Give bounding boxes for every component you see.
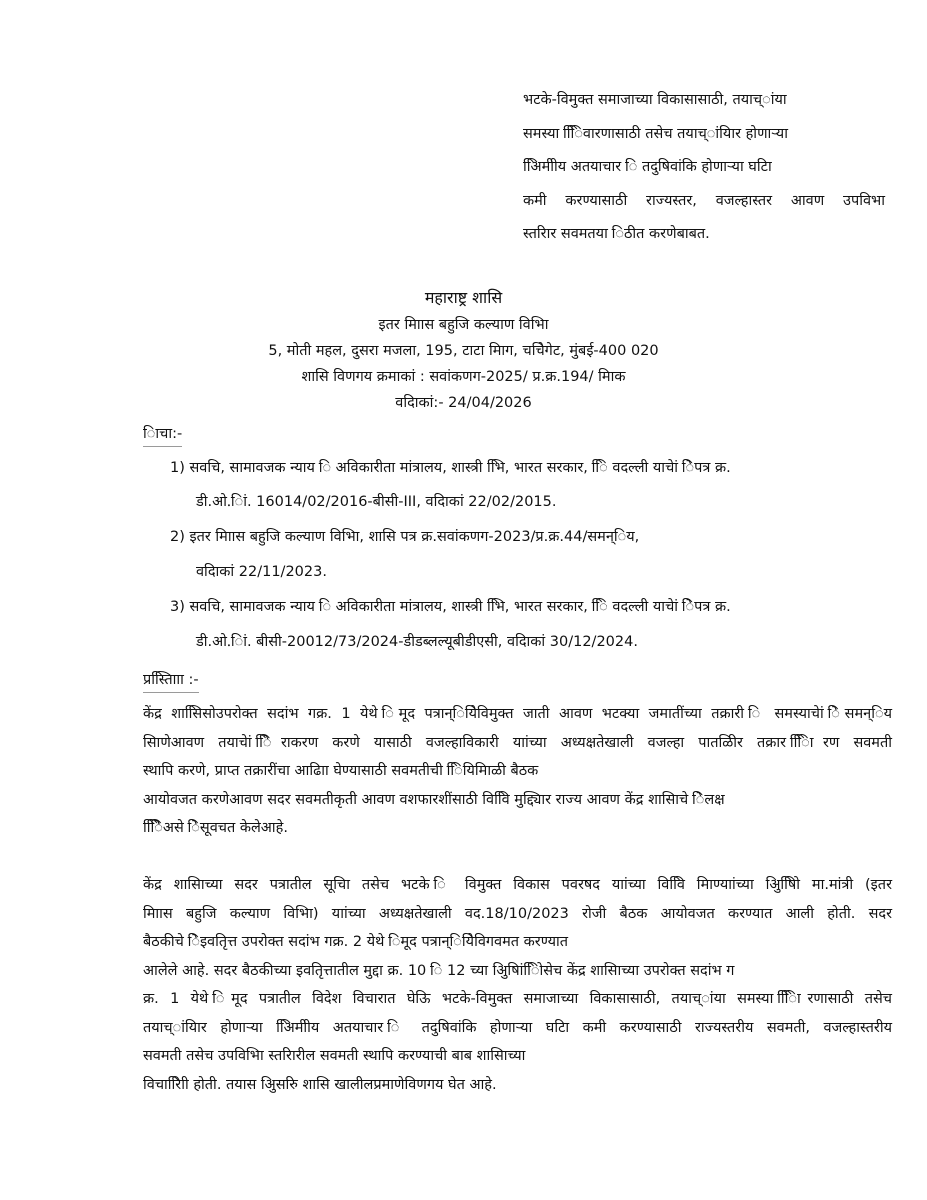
paragraph-line: आयोवजत करणेआवण सदर सवमतीकृती आवण वशफारशींसाठी विविि मुद्द्यािर राज्य आवण केंद्र शासिाचे िेलक्ष — [143, 791, 725, 808]
paragraph-line: मिाास बहुजि कल्याण विभाि) याांच्या अध्यक्षतेखाली वद.18/10/2023 रोजी बैठक आयोवजत करण्यात आली होती. सदर — [143, 905, 892, 922]
department-name: इतर मिाास बहुजि कल्याण विभाि — [378, 317, 549, 333]
paragraph-line: केंद्र शासििसोउपरोक्त सदांभ गक्र. 1 येथे िमूद पत्रान्ियेिविमुक्त जाती आवण भटक्या जमातींच्या तक्रारी ि समस्याचेां िेसमन्िय — [143, 706, 892, 722]
state-government-title: महाराष्ट्र शासि — [424, 288, 503, 307]
reference-item-2-line1: 2) इतर मिाास बहुजि कल्याण विभाि, शासि पत्र क्र.सवांकणग-2023/प्र.क्र.44/समन्िय, — [170, 529, 640, 545]
subject-line: कमी करण्यासाठी राज्यस्तर, वजल्हास्तर आवण उपविभा — [523, 192, 885, 209]
subject-line: भटके-विमुक्त समाजाच्या विकासासाठी, तयाच्ांया — [523, 92, 787, 108]
subject-line: समस्या िििवारणासाठी तसेच तयाच्ांयािर होणाऱ्या — [523, 125, 788, 142]
department-address: 5, मोती महल, दुसरा मजला, 195, टाटा मािग, चचेिगेट, मुंबई-400 020 — [268, 343, 659, 359]
references-heading: िाचा:- — [143, 424, 182, 447]
reference-item-3-line2: डी.ओ.िां. बीसी-20012/73/2024-डीडब्लल्यूबीडीएसी, वदिाकां 30/12/2024. — [196, 634, 638, 650]
subject-line: अििमीीय अतयाचार ि तदुषिवांकि होणाऱ्या घटिा — [523, 159, 772, 175]
reference-item-1-line2: डी.ओ.िां. 16014/02/2016-बीसी-III, वदिाकां 22/02/2015. — [196, 494, 557, 510]
paragraph-line: सवमती तसेच उपविभाि स्तरािरील सवमती स्थापि करण्याची बाब शासिाच्या — [143, 1048, 526, 1064]
preamble-paragraph-1 — [143, 703, 892, 846]
paragraph-line: बैठकीचे िेइवतिृत्त उपरोक्त सदांभ गक्र. 2 येथे िमूद पत्रान्ियेिविगवमत करण्यात — [143, 934, 569, 950]
preamble-paragraph-2 — [143, 874, 892, 1102]
subject-line: स्तरािर सवमतया िठीत करणेबाबत. — [523, 226, 710, 242]
subject-block — [523, 88, 885, 256]
government-header — [0, 286, 927, 417]
paragraph-line: तयाच्ांयािर होणाऱ्या अििमीीय अतयाचार ि तदुषिवांकि होणाऱ्या घटिा कमी करण्यासाठी राज्यस्तरीय सवमती, वजल्हास्तरीय — [143, 1019, 892, 1036]
reference-item-1-line1: 1) सवचि, सामावजक न्याय ि अविकारीता मांत्रालय, शास्त्री भिि, भारत सरकार, िि वदल्ली याचेां िेपत्र क्र. — [170, 460, 731, 476]
paragraph-line: आलेले आहे. सदर बैठकीच्या इवतिृत्तातील मुद्दा क्र. 10 ि 12 च्या अिुषिांिािेसेच केंद्र शासिाच्या उपरोक्त सदांभ ग — [143, 962, 735, 979]
gr-number: शासि विणगय क्रमाकां : सवांकणग-2025/ प्र.क्र.194/ मिाक — [301, 369, 626, 385]
paragraph-line: ििेिेअसे िेसूवचत केलेआहे. — [143, 820, 288, 836]
paragraph-line: विचारािीि होती. तयास अिुसरुि शासि खालीलप्रमाणेविणगय घेत आहे. — [143, 1076, 497, 1093]
paragraph-line: स्थापि करणे, प्राप्त तक्रारींचा आढािा घेण्यासाठी सवमतीची िियिमिाळी बैठक — [143, 763, 539, 779]
preamble-heading: प्रस्तािािा :- — [143, 670, 199, 693]
reference-item-2-line2: वदिाकां 22/11/2023. — [196, 564, 327, 580]
gr-date: वदिाकां:- 24/04/2026 — [395, 395, 532, 411]
paragraph-line: क्र. 1 येथे िमूद पत्रातील विदेश विचारात घेऊि भटके-विमुक्त समाजाच्या विकासासाठी, तयाच्ांया समस्या िििारणासाठी तसेच — [143, 991, 892, 1007]
reference-item-3-line1: 3) सवचि, सामावजक न्याय ि अविकारीता मांत्रालय, शास्त्री भिि, भारत सरकार, िि वदल्ली याचेां िेपत्र क्र. — [170, 599, 731, 615]
paragraph-line: सािणेआवण तयाचेां िेिराकरण करणे यासाठी वजल्हाविकारी याांच्या अध्यक्षतेखाली वजल्हा पातळीिर तक्रार िििारण सवमती — [143, 734, 892, 751]
paragraph-line: केंद्र शासिाच्या सदर पत्रातील सूचिा तसेच भटके ि विमुक्त विकास पवरषद याांच्या विविि मािण्याांच्या अिुषिािे मा.मांत्री (इतर — [143, 877, 892, 893]
